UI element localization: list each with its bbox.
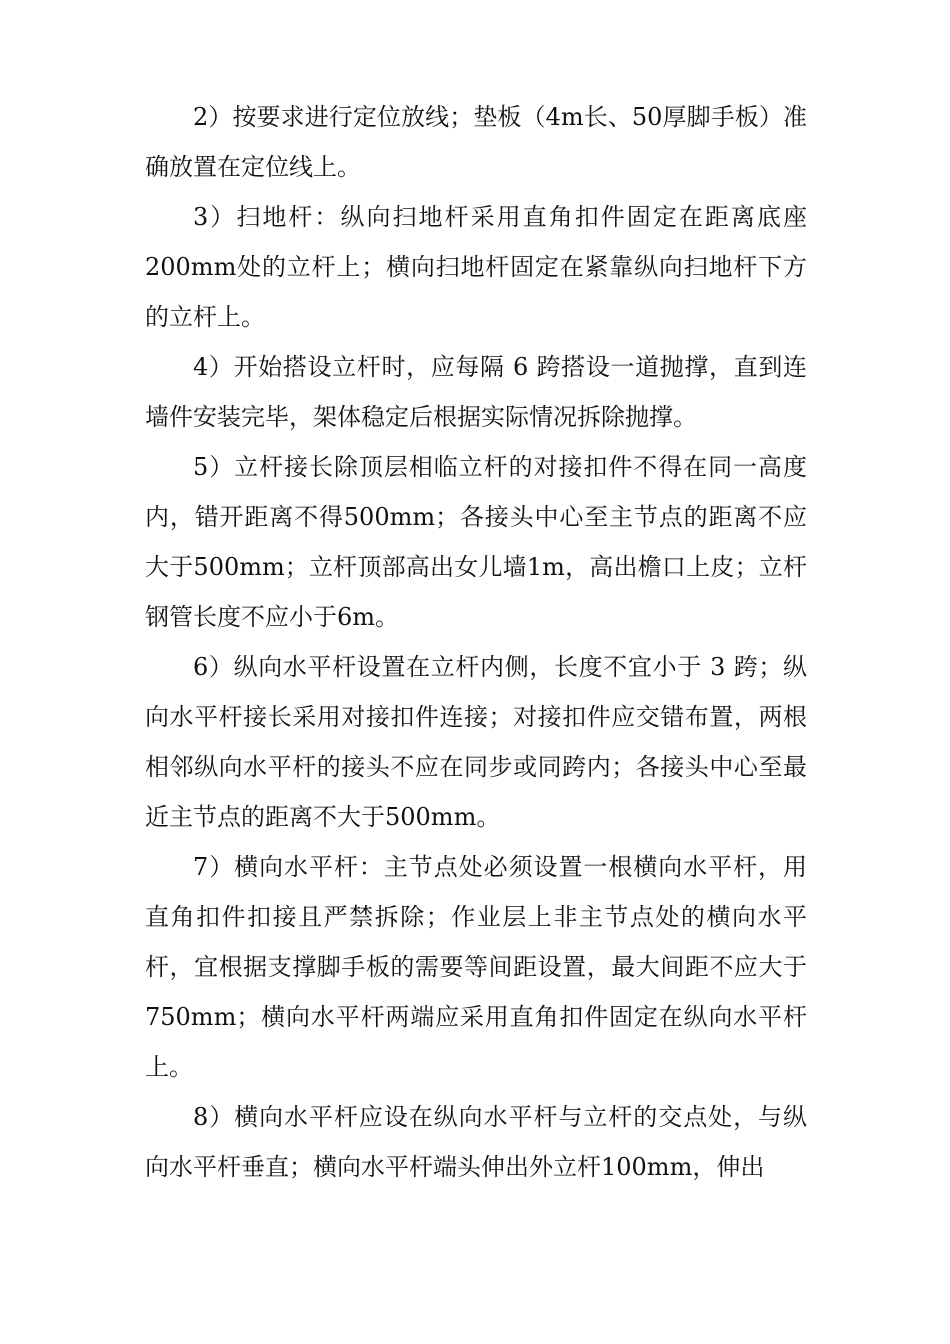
paragraph-step-4: 4）开始搭设立杆时，应每隔 6 跨搭设一道抛撑，直到连墙件安装完毕，架体稳定后根据实际情况拆除抛撑。 bbox=[145, 353, 807, 431]
paragraph-step-2: 2）按要求进行定位放线；垫板（4m长、50厚脚手板）准确放置在定位线上。 bbox=[145, 103, 807, 181]
document-body bbox=[145, 92, 807, 1192]
paragraph-step-8: 8）横向水平杆应设在纵向水平杆与立杆的交点处，与纵向水平杆垂直；横向水平杆端头伸出外立杆100mm，伸出 bbox=[145, 1103, 807, 1181]
paragraph-step-7: 7）横向水平杆：主节点处必须设置一根横向水平杆，用直角扣件扣接且严禁拆除；作业层上非主节点处的横向水平杆，宜根据支撑脚手板的需要等间距设置，最大间距不应大于750mm；横向水平杆两端应采用直角扣件固定在纵向水平杆上。 bbox=[145, 853, 807, 1081]
paragraph-step-3: 3）扫地杆：纵向扫地杆采用直角扣件固定在距离底座200mm处的立杆上；横向扫地杆固定在紧靠纵向扫地杆下方的立杆上。 bbox=[145, 203, 807, 331]
paragraph-step-5: 5）立杆接长除顶层相临立杆的对接扣件不得在同一高度内，错开距离不得500mm；各接头中心至主节点的距离不应大于500mm；立杆顶部高出女儿墙1m，高出檐口上皮；立杆钢管长度不应小于6m。 bbox=[145, 453, 807, 631]
paragraph-step-6: 6）纵向水平杆设置在立杆内侧，长度不宜小于 3 跨；纵向水平杆接长采用对接扣件连接；对接扣件应交错布置，两根相邻纵向水平杆的接头不应在同步或同跨内；各接头中心至最近主节点的距离不大于500mm。 bbox=[145, 653, 807, 831]
